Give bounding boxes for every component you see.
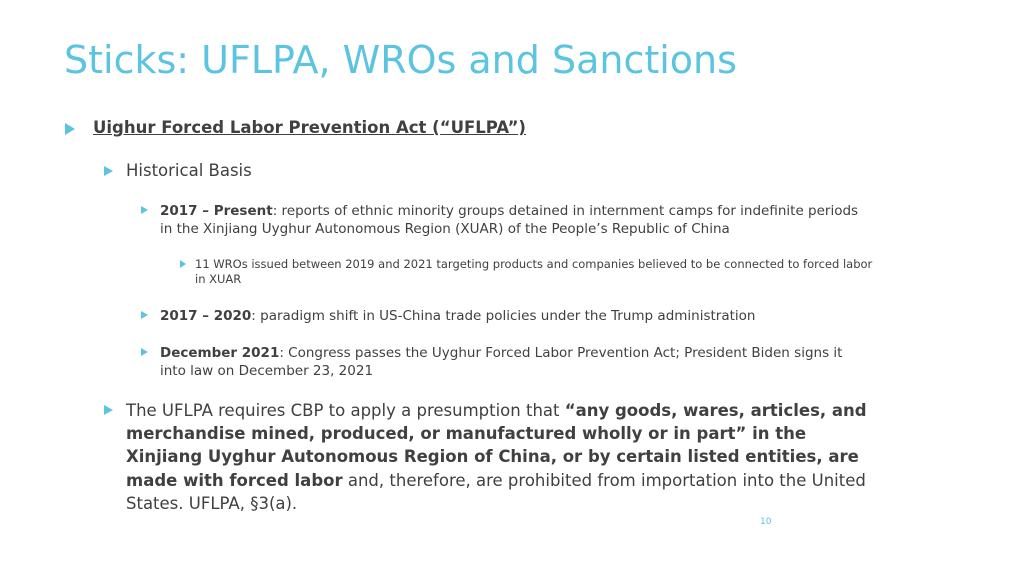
- bullet-presumption: [104, 399, 884, 515]
- bullet-arrow-icon: [141, 206, 148, 214]
- item-lead: 2017 – 2020: [160, 308, 252, 324]
- presumption-text: [126, 399, 884, 515]
- item-text: [160, 307, 755, 325]
- uflpa-heading-text: Uighur Forced Labor Prevention Act (“UFLPA”): [93, 118, 526, 137]
- bullet-arrow-icon: [141, 311, 148, 319]
- item-lead: 2017 – Present: [160, 203, 273, 219]
- item-rest: : Congress passes the Uyghur Forced Labor Prevention Act; President Biden signs it into law on December 23, 2021: [160, 345, 843, 379]
- presumption-bold: “any goods, wares, articles, and merchandise mined, produced, or manufactured wholly or in part” in the Xinjiang Uyghur Autonomous Region of China, or by certain listed entities, are made with forced labor: [126, 401, 867, 490]
- item-rest: : paradigm shift in US-China trade policies under the Trump administration: [251, 308, 756, 324]
- bullet-uflpa-heading: [65, 118, 526, 139]
- slide-title: Sticks: UFLPA, WROs and Sanctions: [64, 38, 737, 82]
- bullet-arrow-icon: [180, 260, 186, 268]
- presumption-intro: The UFLPA requires CBP to apply a presumption that: [126, 401, 565, 420]
- item-lead: December 2021: [160, 345, 280, 361]
- bullet-historical-basis: [104, 161, 252, 182]
- bullet-arrow-icon: [104, 166, 113, 176]
- bullet-arrow-icon: [65, 123, 75, 135]
- item-text: [160, 202, 871, 238]
- bullet-2017-present: [141, 202, 871, 238]
- item-rest: : reports of ethnic minority groups detained in internment camps for indefinite periods in the Xinjiang Uyghur Autonomous Region (XUAR) of the People’s Republic of China: [160, 203, 859, 237]
- page-number: 10: [760, 517, 772, 527]
- bullet-wros-issued: [180, 257, 880, 287]
- bullet-2017-2020: [141, 307, 871, 325]
- bullet-december-2021: [141, 344, 871, 380]
- bullet-arrow-icon: [141, 348, 148, 356]
- wros-text: 11 WROs issued between 2019 and 2021 targeting products and companies believed to be connected to forced labor in XUAR: [195, 257, 873, 286]
- item-text: [160, 344, 871, 380]
- presumption-outro: and, therefore, are prohibited from importation into the United States. UFLPA, §3(a).: [126, 470, 866, 513]
- historical-basis-text: Historical Basis: [126, 161, 252, 180]
- bullet-arrow-icon: [104, 405, 113, 415]
